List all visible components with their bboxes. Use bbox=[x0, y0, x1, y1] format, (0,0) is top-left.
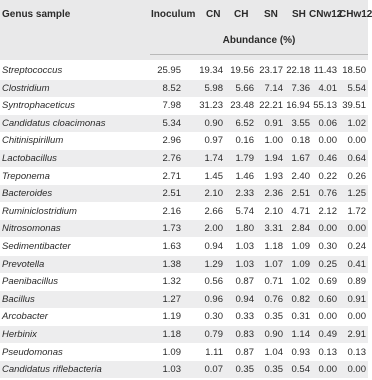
value-cell: 5.54 bbox=[347, 82, 366, 94]
genus-cell: Lactobacillus bbox=[2, 153, 57, 164]
genus-cell: Sedimentibacter bbox=[2, 241, 71, 252]
value-cell: 2.00 bbox=[204, 223, 223, 235]
value-cell: 1.04 bbox=[264, 346, 283, 358]
value-cell: 5.34 bbox=[162, 117, 181, 129]
value-cell: 1.38 bbox=[162, 258, 181, 270]
value-cell: 1.03 bbox=[162, 364, 181, 376]
value-cell: 0.90 bbox=[204, 117, 223, 129]
value-cell: 0.00 bbox=[318, 135, 337, 147]
value-cell: 0.26 bbox=[347, 170, 366, 182]
genus-sample-header: Genus sample bbox=[2, 9, 71, 20]
value-cell: 23.48 bbox=[230, 100, 254, 112]
value-cell: 1.72 bbox=[347, 205, 366, 217]
value-cell: 16.94 bbox=[286, 100, 310, 112]
value-cell: 1.63 bbox=[162, 241, 181, 252]
value-cell: 25.95 bbox=[157, 65, 181, 76]
value-cell: 0.13 bbox=[318, 346, 337, 358]
value-cell: 5.66 bbox=[235, 82, 254, 94]
value-cell: 7.98 bbox=[162, 100, 181, 112]
value-cell: 39.51 bbox=[342, 100, 366, 112]
value-cell: 1.80 bbox=[235, 223, 254, 235]
value-cell: 2.16 bbox=[162, 205, 181, 217]
table-row bbox=[0, 203, 368, 220]
table-row bbox=[0, 238, 368, 255]
value-cell: 1.27 bbox=[162, 293, 181, 305]
table-row bbox=[0, 150, 368, 167]
value-cell: 0.18 bbox=[291, 135, 310, 147]
table-row bbox=[0, 344, 368, 361]
value-cell: 1.11 bbox=[205, 346, 223, 358]
value-cell: 1.09 bbox=[291, 258, 310, 270]
genus-cell: Nitrosomonas bbox=[2, 223, 61, 235]
column-header-ch: CH bbox=[234, 9, 249, 20]
value-cell: 0.91 bbox=[264, 117, 283, 129]
value-cell: 1.29 bbox=[204, 258, 223, 270]
value-cell: 0.16 bbox=[235, 135, 254, 147]
value-cell: 1.19 bbox=[162, 311, 181, 323]
value-cell: 1.79 bbox=[235, 153, 254, 164]
value-cell: 1.03 bbox=[235, 241, 254, 252]
value-cell: 1.00 bbox=[264, 135, 283, 147]
table-row bbox=[0, 291, 368, 308]
genus-cell: Herbinix bbox=[2, 329, 37, 340]
value-cell: 0.89 bbox=[347, 276, 366, 288]
value-cell: 0.00 bbox=[347, 364, 366, 376]
value-cell: 2.40 bbox=[291, 170, 310, 182]
value-cell: 1.03 bbox=[235, 258, 254, 270]
value-cell: 0.87 bbox=[235, 346, 254, 358]
value-cell: 2.51 bbox=[291, 188, 310, 200]
column-header-chw12: CHw12 bbox=[339, 9, 372, 20]
value-cell: 7.36 bbox=[291, 82, 310, 94]
table-row bbox=[0, 168, 368, 185]
genus-cell: Bacteroides bbox=[2, 188, 53, 200]
value-cell: 0.06 bbox=[318, 117, 337, 129]
value-cell: 1.02 bbox=[291, 276, 310, 288]
value-cell: 23.17 bbox=[259, 65, 283, 76]
genus-cell: Treponema bbox=[2, 170, 50, 182]
value-cell: 2.96 bbox=[162, 135, 181, 147]
column-header-inoculum: Inoculum bbox=[151, 9, 196, 20]
genus-cell: Candidatus cloacimonas bbox=[2, 117, 106, 129]
value-cell: 0.54 bbox=[291, 364, 310, 376]
value-cell: 4.71 bbox=[291, 205, 310, 217]
column-header-row bbox=[0, 4, 372, 26]
value-cell: 0.97 bbox=[204, 135, 223, 147]
value-cell: 0.30 bbox=[318, 241, 337, 252]
table-row bbox=[0, 62, 368, 79]
genus-cell: Clostridium bbox=[2, 82, 50, 94]
value-cell: 0.33 bbox=[235, 311, 254, 323]
value-cell: 1.25 bbox=[347, 188, 366, 200]
value-cell: 0.41 bbox=[347, 258, 366, 270]
value-cell: 1.46 bbox=[235, 170, 254, 182]
value-cell: 0.93 bbox=[291, 346, 310, 358]
table-row bbox=[0, 308, 368, 325]
genus-cell: Prevotella bbox=[2, 258, 45, 270]
value-cell: 0.64 bbox=[347, 153, 366, 164]
value-cell: 0.60 bbox=[318, 293, 337, 305]
table-row bbox=[0, 326, 368, 343]
value-cell: 0.56 bbox=[204, 276, 223, 288]
value-cell: 1.07 bbox=[264, 258, 283, 270]
genus-cell: Syntrophaceticus bbox=[2, 100, 75, 112]
value-cell: 2.76 bbox=[162, 153, 181, 164]
value-cell: 0.24 bbox=[347, 241, 366, 252]
value-cell: 1.32 bbox=[162, 276, 181, 288]
value-cell: 0.35 bbox=[264, 311, 283, 323]
value-cell: 0.96 bbox=[204, 293, 223, 305]
value-cell: 0.90 bbox=[264, 329, 283, 340]
value-cell: 0.49 bbox=[318, 329, 337, 340]
value-cell: 0.35 bbox=[235, 364, 254, 376]
table-row bbox=[0, 220, 368, 237]
value-cell: 3.31 bbox=[264, 223, 283, 235]
value-cell: 0.82 bbox=[291, 293, 310, 305]
value-cell: 0.76 bbox=[264, 293, 283, 305]
value-cell: 0.00 bbox=[318, 364, 337, 376]
value-cell: 22.18 bbox=[286, 65, 310, 76]
value-cell: 1.18 bbox=[264, 241, 283, 252]
table-row bbox=[0, 256, 368, 273]
value-cell: 1.94 bbox=[264, 153, 283, 164]
value-cell: 5.74 bbox=[235, 205, 254, 217]
value-cell: 0.00 bbox=[347, 135, 366, 147]
value-cell: 1.09 bbox=[291, 241, 310, 252]
value-cell: 0.31 bbox=[291, 311, 310, 323]
value-cell: 0.00 bbox=[347, 223, 366, 235]
genus-cell: Bacillus bbox=[2, 293, 35, 305]
value-cell: 2.84 bbox=[291, 223, 310, 235]
genus-cell: Ruminiclostridium bbox=[2, 205, 77, 217]
value-cell: 19.34 bbox=[199, 65, 223, 76]
value-cell: 2.10 bbox=[264, 205, 283, 217]
value-cell: 0.76 bbox=[318, 188, 337, 200]
genus-cell: Pseudomonas bbox=[2, 346, 63, 358]
column-header-sn: SN bbox=[264, 9, 278, 20]
value-cell: 55.13 bbox=[313, 100, 337, 112]
table-row bbox=[0, 115, 368, 132]
value-cell: 22.21 bbox=[259, 100, 283, 112]
value-cell: 6.52 bbox=[235, 117, 254, 129]
value-cell: 2.91 bbox=[347, 329, 366, 340]
column-header-cn: CN bbox=[206, 9, 221, 20]
value-cell: 0.94 bbox=[235, 293, 254, 305]
value-cell: 0.79 bbox=[204, 329, 223, 340]
genus-cell: Arcobacter bbox=[2, 311, 48, 323]
value-cell: 0.25 bbox=[318, 258, 337, 270]
value-cell: 0.94 bbox=[204, 241, 223, 252]
genus-cell: Paenibacillus bbox=[2, 276, 58, 288]
value-cell: 0.91 bbox=[347, 293, 366, 305]
value-cell: 0.07 bbox=[204, 364, 223, 376]
value-cell: 3.55 bbox=[291, 117, 310, 129]
value-cell: 2.51 bbox=[162, 188, 181, 200]
value-cell: 0.71 bbox=[264, 276, 283, 288]
value-cell: 0.22 bbox=[318, 170, 337, 182]
value-cell: 8.52 bbox=[162, 82, 181, 94]
value-cell: 0.87 bbox=[235, 276, 254, 288]
value-cell: 1.18 bbox=[162, 329, 181, 340]
abundance-header: Abundance (%) bbox=[222, 35, 296, 46]
table-row bbox=[0, 273, 368, 290]
value-cell: 0.35 bbox=[264, 364, 283, 376]
value-cell: 19.56 bbox=[230, 65, 254, 76]
value-cell: 31.23 bbox=[199, 100, 223, 112]
genus-cell: Candidatus riflebacteria bbox=[2, 364, 102, 376]
value-cell: 2.33 bbox=[235, 188, 254, 200]
value-cell: 0.00 bbox=[318, 311, 337, 323]
genus-cell: Chitinispirillum bbox=[2, 135, 64, 147]
value-cell: 11.43 bbox=[313, 65, 337, 76]
value-cell: 0.00 bbox=[347, 311, 366, 323]
value-cell: 2.10 bbox=[204, 188, 223, 200]
value-cell: 0.83 bbox=[235, 329, 254, 340]
table-row bbox=[0, 80, 368, 97]
value-cell: 1.02 bbox=[347, 117, 366, 129]
value-cell: 18.50 bbox=[342, 65, 366, 76]
value-cell: 2.71 bbox=[162, 170, 181, 182]
column-header-sh: SH bbox=[292, 9, 306, 20]
value-cell: 2.36 bbox=[264, 188, 283, 200]
value-cell: 4.01 bbox=[318, 82, 337, 94]
value-cell: 1.14 bbox=[291, 329, 310, 340]
value-cell: 0.30 bbox=[204, 311, 223, 323]
table-row bbox=[0, 97, 368, 114]
header-divider bbox=[150, 54, 368, 55]
value-cell: 7.14 bbox=[264, 82, 283, 94]
value-cell: 1.74 bbox=[204, 153, 223, 164]
value-cell: 0.69 bbox=[318, 276, 337, 288]
value-cell: 1.93 bbox=[264, 170, 283, 182]
genus-cell: Streptococcus bbox=[2, 65, 63, 76]
value-cell: 1.09 bbox=[162, 346, 181, 358]
column-header-cnw12: CNw12 bbox=[309, 9, 343, 20]
table-row bbox=[0, 132, 368, 149]
value-cell: 1.45 bbox=[204, 170, 223, 182]
value-cell: 1.73 bbox=[162, 223, 181, 235]
value-cell: 0.00 bbox=[318, 223, 337, 235]
value-cell: 0.13 bbox=[347, 346, 366, 358]
value-cell: 0.46 bbox=[318, 153, 337, 164]
value-cell: 1.67 bbox=[291, 153, 310, 164]
table-row bbox=[0, 185, 368, 202]
table-row bbox=[0, 361, 368, 378]
value-cell: 5.98 bbox=[204, 82, 223, 94]
value-cell: 2.12 bbox=[318, 205, 337, 217]
value-cell: 2.66 bbox=[204, 205, 223, 217]
